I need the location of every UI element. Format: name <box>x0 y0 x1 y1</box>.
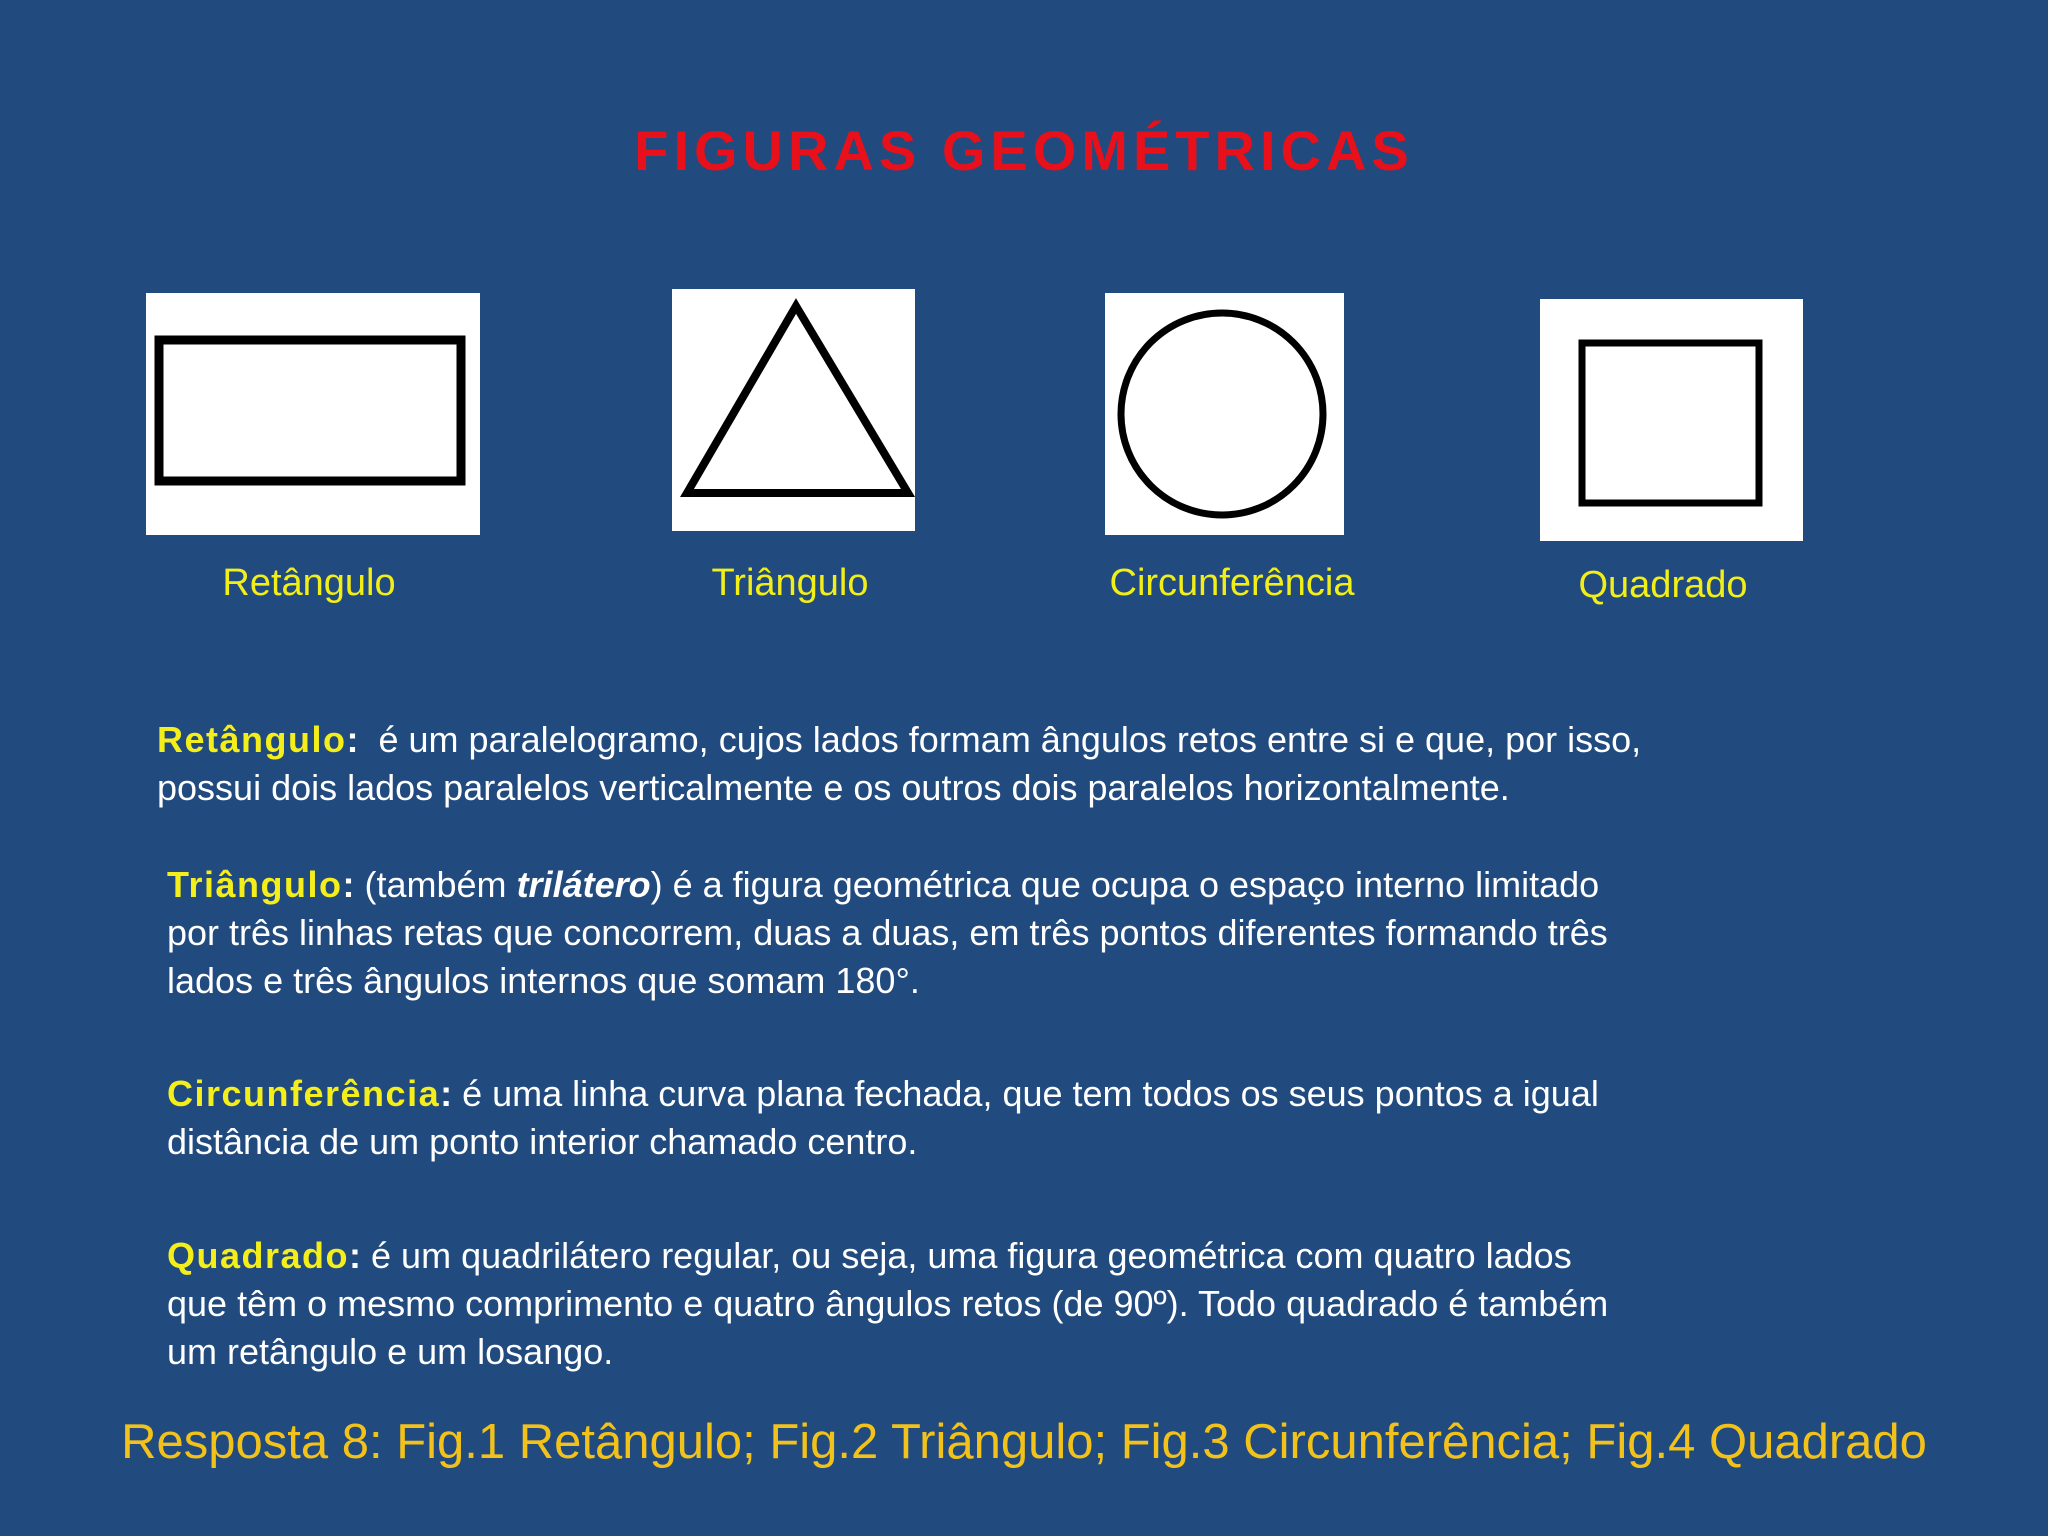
caption-triangle: Triângulo <box>711 562 869 604</box>
figure-rectangle <box>146 293 480 535</box>
term-square: Quadrado <box>167 1235 350 1276</box>
square-icon <box>1540 299 1803 541</box>
rectangle-icon <box>146 293 480 535</box>
definition-text: (também <box>364 864 517 905</box>
term-colon: : <box>440 1073 453 1114</box>
definition-text: é um quadrilátero regular, ou seja, uma figura geométrica com quatro lados <box>371 1235 1572 1276</box>
definition-triangle-line-3: lados e três ângulos internos que somam 180°. <box>167 960 920 1001</box>
definition-text: ) é a figura geométrica que ocupa o espaço interno limitado <box>650 864 1600 905</box>
definition-triangle-line-1 <box>167 861 1608 909</box>
definition-square-line-1 <box>167 1232 1608 1280</box>
term-circle: Circunferência <box>167 1073 441 1114</box>
term-trilatero: trilátero <box>516 864 651 905</box>
definition-circle-line-1 <box>167 1070 1599 1118</box>
term-triangle: Triângulo <box>167 864 343 905</box>
figure-triangle <box>672 289 915 531</box>
figure-circle <box>1105 293 1344 535</box>
answer-text: Resposta 8: Fig.1 Retângulo; Fig.2 Triângulo; Fig.3 Circunferência; Fig.4 Quadrado <box>121 1415 1927 1469</box>
definition-square-line-2: que têm o mesmo comprimento e quatro ângulos retos (de 90º). Todo quadrado é também <box>167 1283 1609 1324</box>
circle-icon <box>1105 293 1344 535</box>
caption-rectangle: Retângulo <box>222 562 396 604</box>
caption-square: Quadrado <box>1578 564 1748 606</box>
definition-text: é uma linha curva plana fechada, que tem todos os seus pontos a igual <box>462 1073 1599 1114</box>
term-colon: : <box>342 864 355 905</box>
term-rectangle: Retângulo <box>157 719 347 760</box>
triangle-icon <box>672 289 915 531</box>
definition-square-line-3: um retângulo e um losango. <box>167 1331 614 1372</box>
definition-text: é um paralelogramo, cujos lados formam ângulos retos entre si e que, por isso, <box>378 719 1642 760</box>
definition-triangle <box>167 861 1608 1005</box>
term-colon: : <box>349 1235 362 1276</box>
definition-rectangle-line-1 <box>157 716 1641 764</box>
definition-circle-line-2: distância de um ponto interior chamado centro. <box>167 1121 918 1162</box>
definition-rectangle-line-2: possui dois lados paralelos verticalmente e os outros dois paralelos horizontalmente. <box>157 767 1510 808</box>
page-title: FIGURAS GEOMÉTRICAS <box>634 119 1414 182</box>
caption-circle: Circunferência <box>1109 562 1355 604</box>
term-colon: : <box>346 719 359 760</box>
definition-square <box>167 1232 1608 1376</box>
definition-triangle-line-2: por três linhas retas que concorrem, duas a duas, em três pontos diferentes formando três <box>167 912 1608 953</box>
definition-circle <box>167 1070 1599 1166</box>
definition-rectangle <box>157 716 1641 812</box>
figure-square <box>1540 299 1803 541</box>
